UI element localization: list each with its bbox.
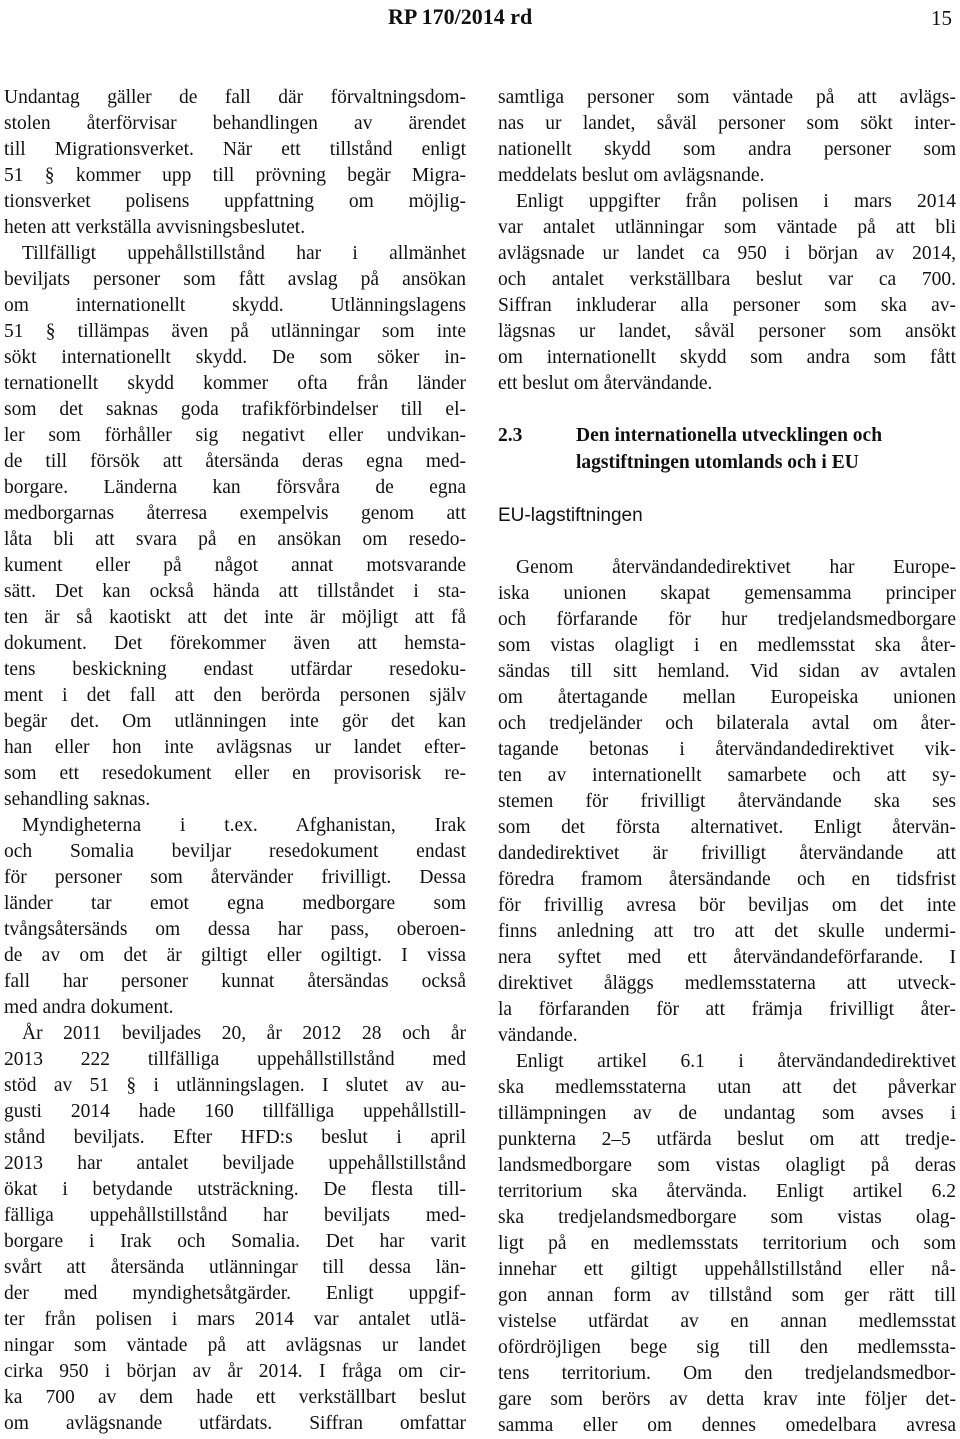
text-line: dokument. Det förekommer även att hemsta-: [4, 633, 466, 654]
spacer: [498, 397, 956, 423]
text-line: ligt på en medlemsstats territorium och som: [498, 1233, 956, 1254]
text-line: ternationellt skydd kommer ofta från länder: [4, 373, 466, 394]
text-line: nationellt skydd som andra personer som: [498, 139, 956, 160]
text-line: som ett resedokument eller en provisorisk re-: [4, 763, 466, 784]
text-line: var antalet utlänningar som väntade på att bli: [498, 217, 956, 238]
text-line: sätt. Det kan också hända att tillståndet i sta-: [4, 581, 466, 602]
text-line: med andra dokument.: [4, 997, 174, 1018]
text-line: 2013 har antalet beviljade uppehållstillstånd: [4, 1153, 466, 1174]
section-heading: [498, 423, 956, 477]
text-line: tagande betonas i återvändandedirektivet vik-: [498, 739, 956, 760]
text-line: tens territorium. Om den tredjelandsmedbor-: [498, 1363, 956, 1384]
text-line: ment i det fall att den berörda personen själv: [4, 685, 466, 706]
text-line: ningar som väntade på att avlägsnas ur landet: [4, 1335, 466, 1356]
text-line: finns anledning att tro att det skulle undermi-: [498, 921, 956, 942]
text-line: nera syftet med ett återvändandeförfarande. I: [498, 947, 956, 968]
text-line: la förfaranden för att främja frivilligt åter-: [498, 999, 956, 1020]
text-line: de av om det är giltigt eller ogiltigt. I vissa: [4, 945, 466, 966]
text-line: han eller hon inte avlägsnas ur landet efter-: [4, 737, 466, 758]
right-column: [498, 85, 956, 1439]
text-line: stolen återförvisar behandlingen av ärendet: [4, 113, 466, 134]
text-line: ökat i betydande utsträckning. De flesta till-: [4, 1179, 466, 1200]
text-line: som det saknas goda trafikförbindelser till el-: [4, 399, 466, 420]
text-line: Enligt artikel 6.1 i återvändandedirektivet: [516, 1051, 956, 1072]
text-line: för personer som återvänder frivilligt. Dessa: [4, 867, 466, 888]
text-line: År 2011 beviljades 20, år 2012 28 och år: [22, 1023, 466, 1044]
text-line: om internationellt skydd som andra som fått: [498, 347, 956, 368]
text-line: landsmedborgare som vistas olagligt på deras: [498, 1155, 956, 1176]
text-line: stånd beviljats. Efter HFD:s beslut i april: [4, 1127, 466, 1148]
text-line: ska medlemsstaterna utan att det påverkar: [498, 1077, 956, 1098]
text-line: ett beslut om återvändande.: [498, 373, 713, 394]
text-line: ka 700 av dem hade ett verkställbart beslut: [4, 1387, 466, 1408]
left-column: [4, 85, 466, 1437]
text-line: fall har personer kunnat återsändas också: [4, 971, 466, 992]
text-line: stöd av 51 § i utlänningslagen. I slutet av au-: [4, 1075, 466, 1096]
text-line: ten är så kaotiskt att det inte är möjligt att få: [4, 607, 466, 628]
text-line: Tillfälligt uppehållstillstånd har i allmänhet: [22, 243, 466, 264]
spacer: [498, 477, 956, 503]
text-line: territorium ska återvända. Enligt artikel 6.2: [498, 1181, 956, 1202]
text-line: Genom återvändandedirektivet har Europe-: [516, 557, 956, 578]
right-paragraph-1: [498, 85, 956, 397]
text-line: vändande.: [498, 1025, 578, 1046]
spacer: [498, 529, 956, 555]
text-line: för frivillig avresa bör beviljas om det inte: [498, 895, 956, 916]
text-line: direktivet åläggs medlemsstaterna att utveck-: [498, 973, 956, 994]
text-line: dandedirektivet är frivilligt återvändande att: [498, 843, 956, 864]
text-line: avlägsnade ur landet ca 950 i början av 2014,: [498, 243, 956, 264]
text-line: 2013 222 tillfälliga uppehållstillstånd med: [4, 1049, 466, 1070]
text-line: stemen för frivilligt återvändande ska ses: [498, 791, 956, 812]
text-line: sändas till sitt hemland. Vid sidan av avtalen: [498, 661, 956, 682]
text-line: gon annan form av tillstånd som ger rätt till: [498, 1285, 956, 1306]
right-paragraph-2: [498, 555, 956, 1439]
text-line: innehar ett giltigt uppehållstillstånd eller nå-: [498, 1259, 956, 1280]
text-line: tionsverket polisens uppfattning om möjlig-: [4, 191, 466, 212]
text-line: der med myndighetsåtgärder. Enligt uppgif-: [4, 1283, 466, 1304]
text-line: om avlägsnande utfärdats. Siffran omfattar: [4, 1413, 466, 1434]
text-line: om återtagande mellan Europeiska unionen: [498, 687, 956, 708]
text-line: borgare i Irak och Somalia. Det har varit: [4, 1231, 466, 1252]
text-line: meddelats beslut om avlägsnande.: [498, 165, 765, 186]
text-line: och förfarande för hur tredjelandsmedborgare: [498, 609, 956, 630]
text-line: ska tredjelandsmedborgare som vistas olag-: [498, 1207, 956, 1228]
text-line: tillämpningen av de undantag som avses i: [498, 1103, 956, 1124]
text-line: sehandling saknas.: [4, 789, 151, 810]
text-line: ter från polisen i mars 2014 var antalet utlä-: [4, 1309, 466, 1330]
text-line: Undantag gäller de fall där förvaltningsdom-: [4, 87, 466, 108]
text-line: gare som berörs av detta krav inte följer det-: [498, 1389, 956, 1410]
text-line: till Migrationsverket. När ett tillstånd enligt: [4, 139, 466, 160]
text-line: lägsnas ur landet, såväl personer som ansökt: [498, 321, 956, 342]
text-line: gusti 2014 hade 160 tillfälliga uppehållstill-: [4, 1101, 466, 1122]
section-number: 2.3: [498, 425, 523, 446]
text-line: ler som förhåller sig negativt eller undvikan-: [4, 425, 466, 446]
document-reference: RP 170/2014 rd: [388, 4, 533, 29]
subheading: EU-lagstiftningen: [498, 505, 643, 526]
text-line: svårt att återsända utlänningar till dessa län-: [4, 1257, 466, 1278]
text-line: fälliga uppehållstillstånd har beviljats med-: [4, 1205, 466, 1226]
text-line: ofördröjligen bege sig till den medlemssta-: [498, 1337, 956, 1358]
text-line: om internationellt skydd. Utlänningslagens: [4, 295, 466, 316]
text-line: som det första alternativet. Enligt återvän-: [498, 817, 956, 838]
text-line: tvångsåtersänds om dessa har pass, oberoen-: [4, 919, 466, 940]
text-line: beviljats personer som fått avslag på ansökan: [4, 269, 466, 290]
text-line: Myndigheterna i t.ex. Afghanistan, Irak: [22, 815, 466, 836]
section-title-line-2: lagstiftningen utomlands och i EU: [576, 452, 859, 473]
text-line: och antalet verkställbara beslut var ca 700.: [498, 269, 956, 290]
text-line: punkterna 2–5 utfärda beslut om att tredje-: [498, 1129, 956, 1150]
section-title-line-1: Den internationella utvecklingen och: [576, 425, 883, 446]
text-line: kument eller på något annat motsvarande: [4, 555, 466, 576]
text-line: länder tar emot egna medborgare som: [4, 893, 466, 914]
text-line: cirka 950 i början av år 2014. I fråga om cir-: [4, 1361, 466, 1382]
page-number: 15: [931, 6, 952, 30]
text-line: borgare. Länderna kan försvåra de egna: [4, 477, 466, 498]
text-line: samma eller om dennes omedelbara avresa: [498, 1415, 956, 1436]
text-line: Enligt uppgifter från polisen i mars 2014: [516, 191, 956, 212]
text-line: 51 § kommer upp till prövning begär Migra-: [4, 165, 466, 186]
text-line: iska unionen skapat gemensamma principer: [498, 583, 956, 604]
text-line: de till försök att återsända deras egna med-: [4, 451, 466, 472]
text-line: heten att verkställa avvisningsbeslutet.: [4, 217, 306, 238]
text-line: ten av internationellt samarbete och att sy-: [498, 765, 956, 786]
text-line: nas ur landet, såväl personer som sökt inter-: [498, 113, 956, 134]
text-line: tens beskickning endast utfärdar resedoku-: [4, 659, 466, 680]
text-line: medborgarnas återresa exempelvis genom att: [4, 503, 466, 524]
text-line: som vistas olagligt i en medlemsstat ska åter-: [498, 635, 956, 656]
text-line: Siffran inkluderar alla personer som ska av-: [498, 295, 956, 316]
text-line: och Somalia beviljar resedokument endast: [4, 841, 466, 862]
text-line: vistelse utfärdat av en annan medlemsstat: [498, 1311, 956, 1332]
text-line: låta bli att svara på en ansökan om resedo-: [4, 529, 466, 550]
text-line: sökt internationellt skydd. De som söker in-: [4, 347, 466, 368]
text-line: begär det. Om utlänningen inte gör det kan: [4, 711, 466, 732]
text-line: samtliga personer som väntade på att avlägs-: [498, 87, 956, 108]
text-line: föredra framom återsändande och en tidsfrist: [498, 869, 956, 890]
text-line: och tredjeländer och bilaterala avtal om åter-: [498, 713, 956, 734]
text-line: 51 § tillämpas även på utlänningar som inte: [4, 321, 466, 342]
